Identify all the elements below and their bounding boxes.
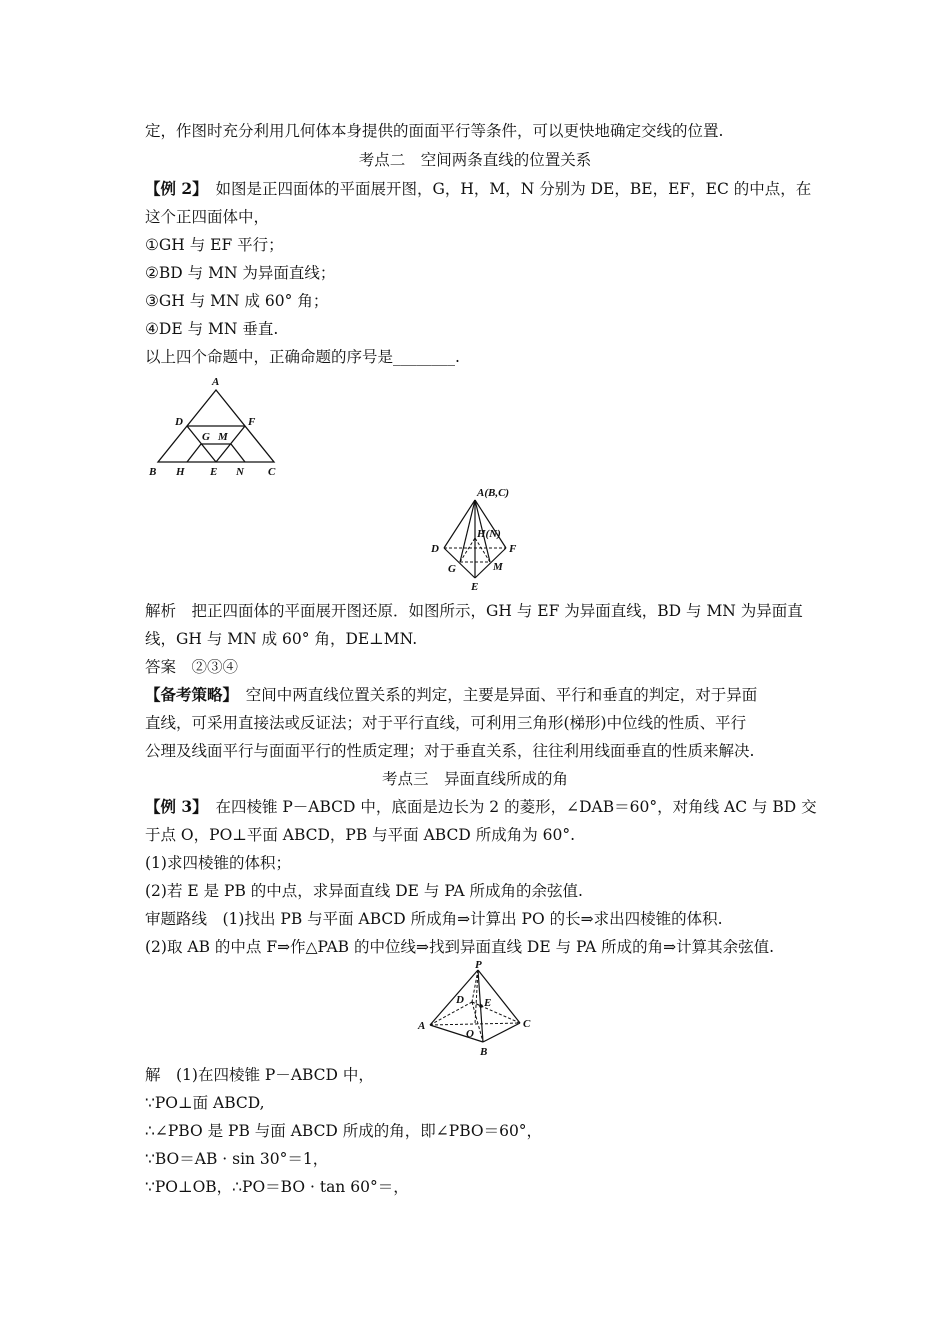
example3-tag: 【例 3】	[145, 797, 200, 816]
example3-path2: (2)取 AB 的中点 F⇒作△PAB 的中位线⇒找到异面直线 DE 与 PA 所成的角⇒计算其余弦值.	[145, 938, 775, 956]
example2-question: 以上四个命题中，正确命题的序号是________.	[145, 348, 460, 366]
example2-text: 如图是正四面体的平面展开图，G，H，M，N 分别为 DE，BE，EF，EC 的中点，在	[199, 180, 812, 198]
pyramid-point-e	[479, 1004, 483, 1008]
net-line-gh	[187, 444, 201, 462]
example3-text: 在四棱锥 P－ABCD 中，底面是边长为 2 的菱形，∠DAB＝60°，对角线 AC 与 BD 交	[199, 798, 817, 816]
intro-line: 定，作图时充分利用几何体本身提供的面面平行等条件，可以更快地确定交线的位置.	[145, 122, 724, 140]
example2-item-3: ③GH 与 MN 成 60° 角；	[145, 292, 329, 310]
example2-line1	[145, 178, 811, 200]
net-label-f: F	[248, 416, 256, 428]
analysis-line2: 线，GH 与 MN 成 60° 角，DE⊥MN.	[145, 630, 418, 648]
tetra-label-m: M	[493, 561, 503, 573]
pyramid-label-o: O	[466, 1028, 474, 1040]
analysis-label: 解析	[145, 602, 177, 620]
tetra-line-mh	[475, 538, 490, 562]
pyramid-figure	[412, 960, 542, 1060]
strategy-line1	[145, 684, 757, 706]
net-label-e: E	[210, 466, 218, 478]
tetra-line-ag	[460, 500, 475, 562]
pyramid-edge-ad	[430, 1002, 472, 1025]
net-figure	[140, 372, 290, 482]
example3-line2: 于点 O，PO⊥平面 ABCD，PB 与平面 ABCD 所成角为 60°.	[145, 826, 576, 844]
answer-label: 答案	[145, 658, 177, 676]
tetra-edge-ad	[444, 500, 475, 548]
pyramid-diag-ac	[430, 1023, 520, 1025]
solution-line4: ∵BO＝AB · sin 30°＝1，	[145, 1150, 329, 1168]
section3-title: 考点三 异面直线所成的角	[381, 770, 568, 788]
tetra-label-d: D	[431, 543, 439, 555]
strategy-tag: 【备考策略】	[145, 685, 231, 704]
net-line-mn	[231, 444, 245, 462]
example3-q1: (1)求四棱锥的体积；	[145, 854, 291, 872]
tetrahedron-figure	[420, 486, 540, 594]
section2-title: 考点二 空间两条直线的位置关系	[358, 151, 592, 169]
solution-line2: ∵PO⊥面 ABCD,	[145, 1094, 265, 1112]
tetra-label-top: A(B,C)	[477, 487, 510, 499]
pyramid-edge-ab	[430, 1025, 483, 1042]
tetra-label-f: F	[509, 543, 517, 555]
solution-line1: 解 (1)在四棱锥 P－ABCD 中，	[145, 1066, 374, 1084]
example2-tag: 【例 2】	[145, 179, 200, 198]
net-label-n: N	[236, 466, 244, 478]
example2-item-2: ②BD 与 MN 为异面直线；	[145, 264, 336, 282]
pyramid-label-d: D	[456, 994, 464, 1006]
pyramid-label-c: C	[523, 1018, 531, 1030]
net-label-h: H	[176, 466, 185, 478]
pyramid-label-a: A	[418, 1020, 426, 1032]
pyramid-line-po	[475, 970, 478, 1024]
net-label-a: A	[212, 376, 220, 388]
solution-line5: ∵PO⊥OB，∴PO＝BO · tan 60°＝，	[145, 1178, 409, 1196]
net-label-b: B	[149, 466, 157, 478]
pyramid-edge-bc	[483, 1023, 520, 1042]
example3-line1	[145, 796, 817, 818]
tetra-label-hn: H(N)	[477, 528, 501, 540]
pyramid-label-b: B	[480, 1046, 488, 1058]
solution-line3: ∴∠PBO 是 PB 与面 ABCD 所成的角，即∠PBO＝60°，	[145, 1122, 543, 1140]
analysis-line1	[145, 600, 803, 622]
example2-line2: 这个正四面体中，	[145, 208, 270, 226]
analysis-text: 把正四面体的平面展开图还原．如图所示，GH 与 EF 为异面直线，BD 与 MN 为异面直	[176, 602, 803, 620]
example3-q2: (2)若 E 是 PB 的中点，求异面直线 DE 与 PA 所成角的余弦值.	[145, 882, 583, 900]
example2-item-4: ④DE 与 MN 垂直.	[145, 320, 279, 338]
pyramid-label-e: E	[484, 997, 492, 1009]
tetra-line-gh	[460, 538, 475, 562]
net-label-m: M	[218, 431, 228, 443]
tetra-label-e: E	[471, 581, 479, 593]
net-label-d: D	[175, 416, 183, 428]
strategy-line2: 直线，可采用直接法或反证法；对于平行直线，可利用三角形(梯形)中位线的性质、平行	[145, 714, 747, 732]
pyramid-label-p: P	[475, 959, 482, 971]
answer-line	[145, 656, 238, 678]
net-label-g: G	[202, 431, 210, 443]
answer-value: ②③④	[176, 658, 239, 676]
tetra-label-g: G	[448, 563, 456, 575]
net-label-c: C	[268, 466, 276, 478]
strategy-line3: 公理及线面平行与面面平行的性质定理；对于垂直关系，往往利用线面垂直的性质来解决.	[145, 742, 755, 760]
example2-item-1: ①GH 与 EF 平行；	[145, 236, 284, 254]
example3-path1: 审题路线 (1)找出 PB 与平面 ABCD 所成角⇒计算出 PO 的长⇒求出四棱锥的体积.	[145, 910, 723, 928]
tetra-edge-af	[475, 500, 506, 548]
pyramid-edge-pa	[430, 970, 478, 1025]
strategy-text: 空间中两直线位置关系的判定，主要是异面、平行和垂直的判定，对于异面	[230, 686, 758, 704]
